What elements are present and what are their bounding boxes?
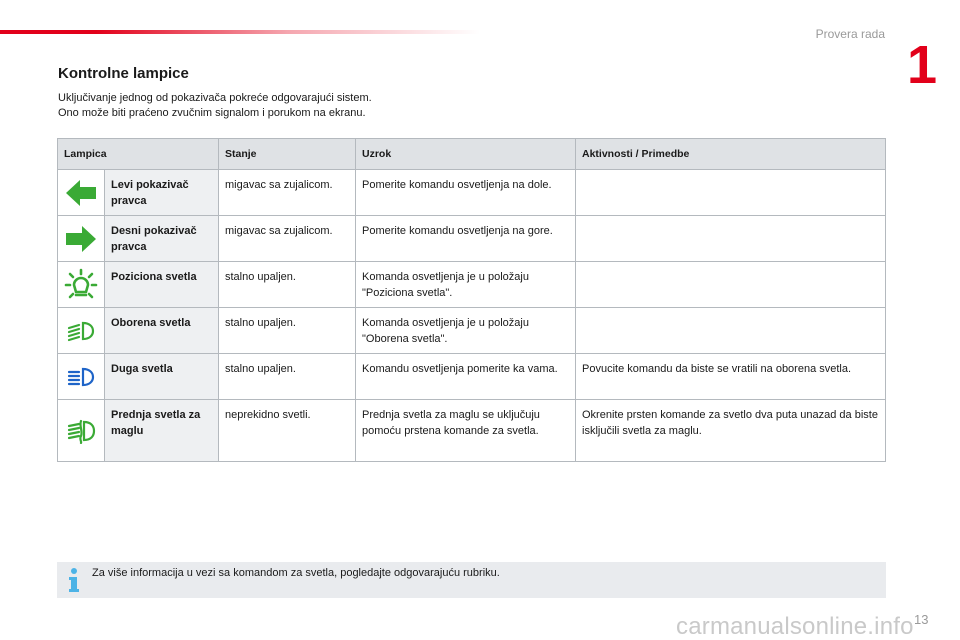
intro-line-1: Uključivanje jednog od pokazivača pokreće odgovarajući sistem.: [58, 92, 372, 104]
header-cause: Uzrok: [356, 139, 576, 170]
lamp-name: Prednja svetla za maglu: [105, 400, 219, 462]
lamp-action: [576, 216, 886, 262]
lamp-state: migavac sa zujalicom.: [219, 216, 356, 262]
page-number: 13: [914, 612, 929, 627]
table-row: [58, 170, 886, 216]
table-row: [58, 262, 886, 308]
lamp-state: stalno upaljen.: [219, 262, 356, 308]
icon-cell: [58, 216, 105, 262]
lamp-name: Duga svetla: [105, 354, 219, 400]
table-row: [58, 216, 886, 262]
lamp-action: [576, 262, 886, 308]
page-title: Kontrolne lampice: [58, 65, 189, 82]
lamp-action: [576, 170, 886, 216]
header-state: Stanje: [219, 139, 356, 170]
lamp-cause: Prednja svetla za maglu se uključuju pomoću prstena komande za svetla.: [356, 400, 576, 462]
icon-cell: [58, 400, 105, 462]
main-beam-icon: [66, 365, 96, 389]
table-row: [58, 354, 886, 400]
table-row: [58, 400, 886, 462]
watermark: carmanualsonline.info: [676, 613, 914, 640]
front-fog-lamp-icon: [66, 418, 96, 444]
info-text: Za više informacija u vezi sa komandom za svetla, pogledajte odgovarajuću rubriku.: [92, 567, 500, 579]
header-accent-bar: [0, 30, 480, 34]
lamp-action: Okrenite prsten komande za svetlo dva puta unazad da biste isključili svetla za maglu.: [576, 400, 886, 462]
lamp-cause: Komanda osvetljenja je u položaju "Oborena svetla".: [356, 308, 576, 354]
icon-cell: [58, 308, 105, 354]
lamp-state: migavac sa zujalicom.: [219, 170, 356, 216]
icon-cell: [58, 170, 105, 216]
lamp-name: Levi pokazivač pravca: [105, 170, 219, 216]
lamp-state: stalno upaljen.: [219, 354, 356, 400]
chapter-number: 1: [906, 35, 938, 95]
intro-text: [58, 91, 372, 121]
warning-lamp-table: [57, 138, 886, 462]
lamp-state: stalno upaljen.: [219, 308, 356, 354]
header-action: Aktivnosti / Primedbe: [576, 139, 886, 170]
lamp-name: Desni pokazivač pravca: [105, 216, 219, 262]
lamp-name: Poziciona svetla: [105, 262, 219, 308]
intro-line-2: Ono može biti praćeno zvučnim signalom i porukom na ekranu.: [58, 107, 366, 119]
lamp-cause: Komandu osvetljenja pomerite ka vama.: [356, 354, 576, 400]
sidelight-icon: [64, 268, 98, 302]
lamp-name: Oborena svetla: [105, 308, 219, 354]
info-box: [57, 562, 886, 598]
lamp-state: neprekidno svetli.: [219, 400, 356, 462]
icon-cell: [58, 354, 105, 400]
dipped-beam-icon: [66, 319, 96, 343]
lamp-cause: Komanda osvetljenja je u položaju "Poziciona svetla".: [356, 262, 576, 308]
lamp-action: [576, 308, 886, 354]
right-arrow-icon: [65, 224, 97, 254]
info-icon: [67, 567, 81, 593]
table-row: [58, 308, 886, 354]
left-arrow-icon: [65, 178, 97, 208]
icon-cell: [58, 262, 105, 308]
section-label: Provera rada: [815, 27, 885, 41]
lamp-cause: Pomerite komandu osvetljenja na gore.: [356, 216, 576, 262]
table-header-row: [58, 139, 886, 170]
lamp-action: Povucite komandu da biste se vratili na oborena svetla.: [576, 354, 886, 400]
header-lamp: Lampica: [58, 139, 219, 170]
lamp-cause: Pomerite komandu osvetljenja na dole.: [356, 170, 576, 216]
